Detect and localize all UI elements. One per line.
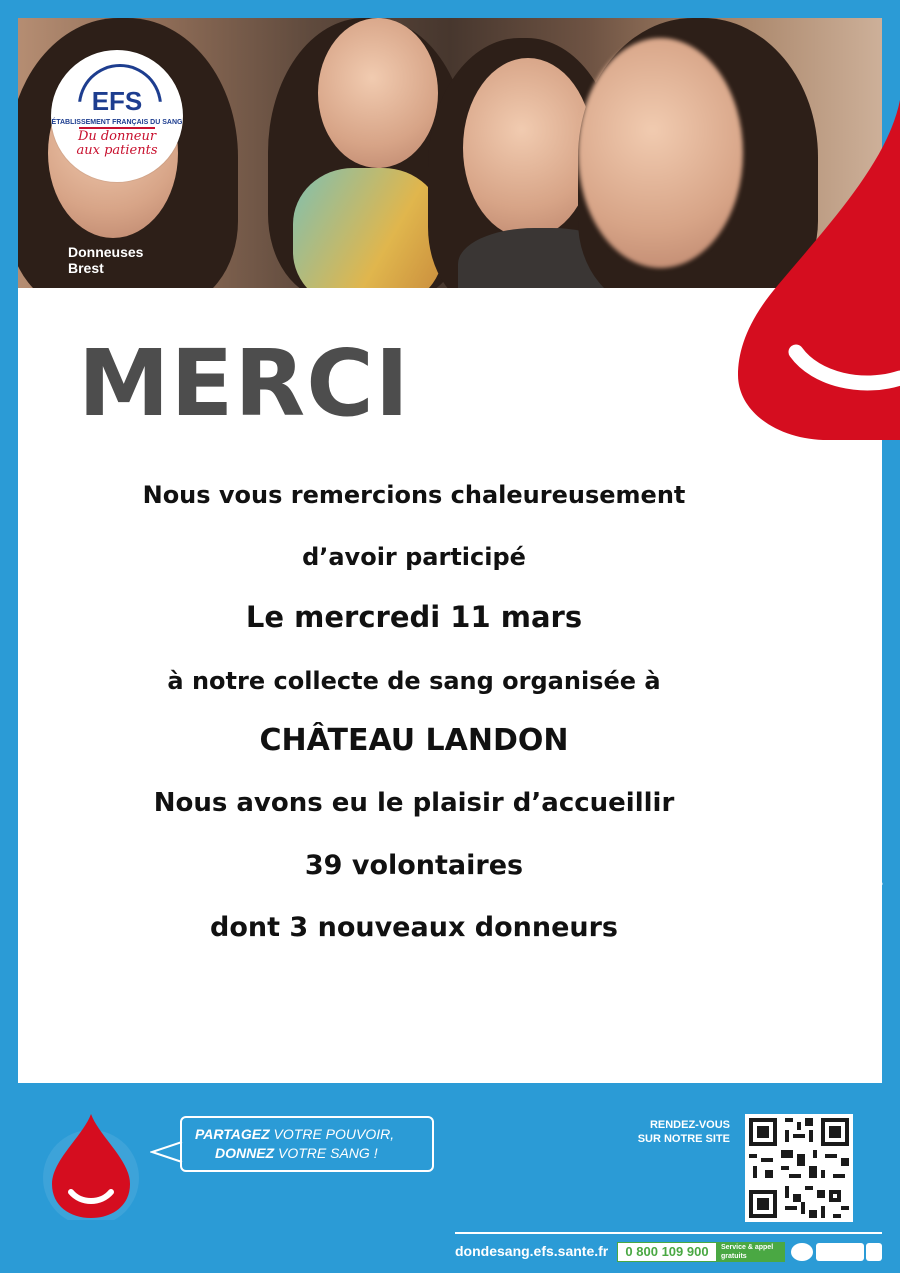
logo-name: EFS — [91, 86, 143, 116]
certification-badge — [816, 1243, 864, 1261]
message-line: Nous avons eu le plaisir d’accueillir — [153, 788, 675, 818]
recycling-icon — [866, 1243, 882, 1261]
rdv-line: SUR NOTRE SITE — [637, 1133, 730, 1145]
logo-tagline — [67, 130, 167, 158]
slogan-rest: VOTRE POUVOIR, — [269, 1126, 395, 1142]
free-service-badge — [717, 1242, 785, 1262]
slogan-bold: DONNEZ — [215, 1145, 275, 1161]
accessibility-icon — [791, 1243, 813, 1261]
message-line: d’avoir participé — [302, 543, 526, 571]
scarf — [293, 168, 443, 288]
person-face — [578, 38, 743, 268]
volunteer-count: 39 volontaires — [304, 850, 524, 881]
efs-logo — [51, 50, 183, 182]
photo-credit-line: Brest — [68, 260, 104, 276]
small-blood-drop-icon — [38, 1108, 144, 1220]
logo-tagline-line: aux patients — [76, 143, 158, 158]
collection-location: CHÂTEAU LANDON — [259, 723, 569, 758]
collection-date: Le mercredi 11 mars — [245, 600, 583, 634]
rdv-text — [620, 1118, 730, 1146]
footer-divider — [455, 1232, 882, 1234]
qr-code[interactable] — [745, 1114, 853, 1222]
website-link[interactable]: dondesang.efs.sante.fr — [455, 1243, 609, 1259]
slogan-bubble — [180, 1116, 434, 1172]
photo-credit-line: Donneuses — [68, 244, 144, 260]
person-face — [463, 58, 593, 238]
logo-tagline-line: Du donneur — [77, 129, 157, 144]
person-face — [318, 18, 438, 168]
new-donors-count: dont 3 nouveaux donneurs — [210, 912, 618, 943]
blood-drop-icon — [738, 100, 900, 440]
slogan-rest: VOTRE SANG ! — [274, 1145, 378, 1161]
logo-subtitle: ÉTABLISSEMENT FRANÇAIS DU SANG — [51, 119, 183, 126]
slogan-bold: PARTAGEZ — [195, 1126, 270, 1142]
service-line: gratuits — [721, 1253, 747, 1260]
message-line: Nous vous remercions chaleureusement — [142, 481, 686, 509]
legal-mention: Aff. A4 - Collecte - V1 - Hiver - Octobre 2025 - EFS Siège — [874, 876, 883, 1080]
photo-credit — [68, 244, 143, 276]
rdv-line: RENDEZ-VOUS — [649, 1119, 730, 1131]
service-line: Service & appel — [721, 1244, 774, 1251]
headline-merci: MERCI — [78, 330, 410, 437]
slogan-line-1 — [195, 1126, 394, 1142]
slogan-line-2 — [215, 1145, 378, 1161]
message-line: à notre collecte de sang organisée à — [167, 667, 661, 695]
phone-number[interactable]: 0 800 109 900 — [617, 1242, 717, 1262]
